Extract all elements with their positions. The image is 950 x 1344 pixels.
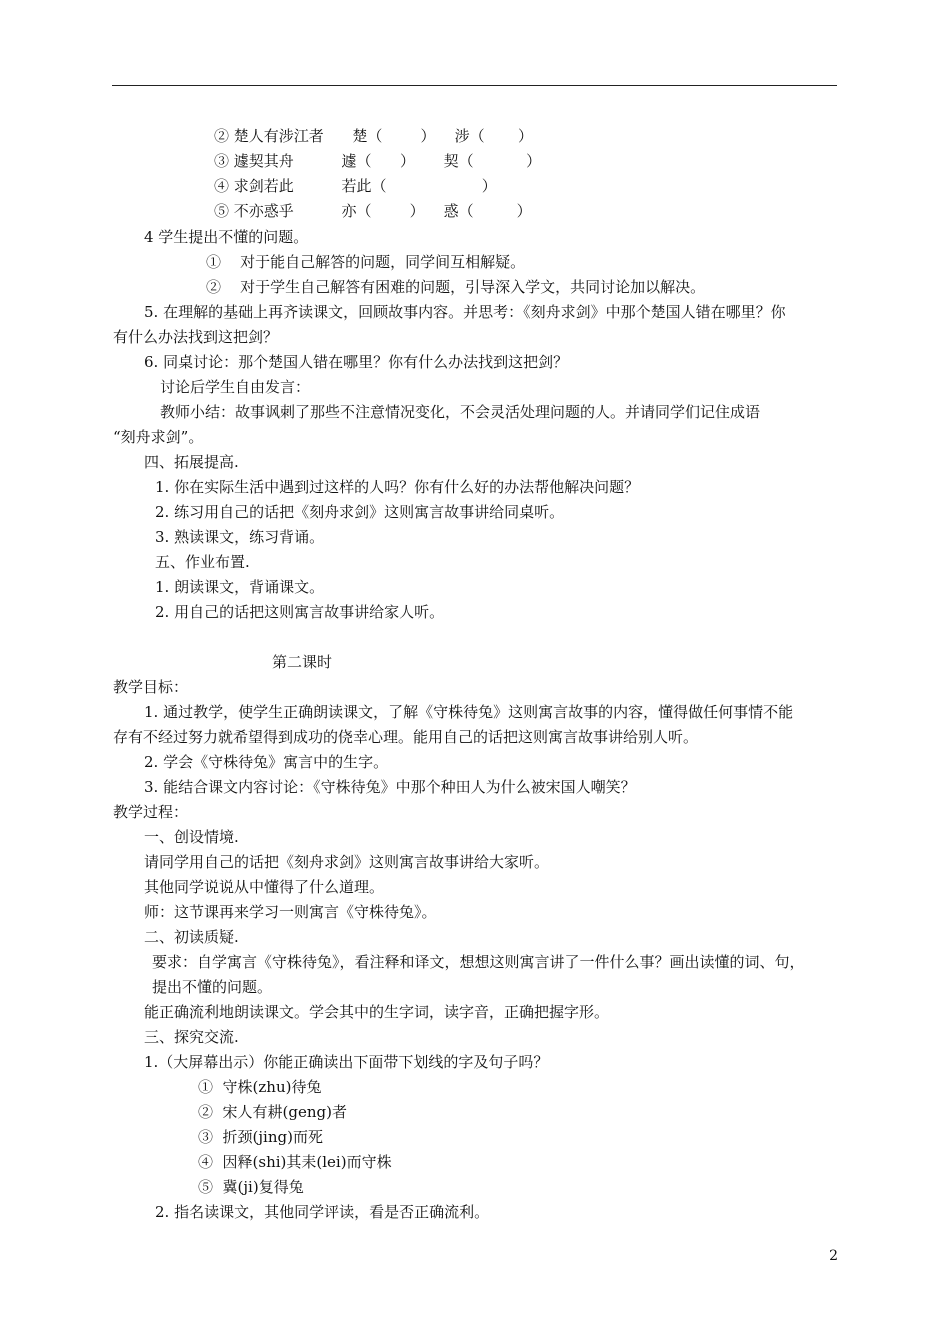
text-line: ② 楚人有涉江者 楚（ ） 涉（ ）: [214, 127, 533, 145]
text-line: 教师小结：故事讽刺了那些不注意情况变化，不会灵活处理问题的人。并请同学们记住成语: [160, 403, 761, 421]
text-line: ① 守株(zhu)待兔: [198, 1078, 322, 1096]
text-line: ② 对于学生自己解答有困难的问题，引导深入学文，共同讨论加以解决。: [206, 278, 706, 296]
text-line: 1. 朗读课文，背诵课文。: [155, 578, 325, 596]
text-line: 4 学生提出不懂的问题。: [144, 228, 309, 246]
text-line: 3. 熟读课文，练习背诵。: [155, 528, 325, 546]
text-line: 能正确流利地朗读课文。学会其中的生字词，读字音，正确把握字形。: [144, 1003, 610, 1021]
text-line: 教学目标：: [113, 678, 189, 696]
text-line: 一、创设情境.: [144, 828, 239, 846]
text-line: 要求：自学寓言《守株待兔》，看注释和译文，想想这则寓言讲了一件什么事？画出读懂的词、句，: [152, 953, 805, 971]
text-line: “刻舟求剑”。: [113, 428, 204, 446]
text-line: 师：这节课再来学习一则寓言《守株待兔》。: [144, 903, 437, 921]
text-line: 二、初读质疑.: [144, 928, 239, 946]
text-line: 2. 学会《守株待兔》寓言中的生字。: [144, 753, 389, 771]
text-line: 讨论后学生自由发言：: [160, 378, 311, 396]
text-line: 1.（大屏幕出示）你能正确读出下面带下划线的字及句子吗？: [144, 1053, 549, 1071]
text-line: ④ 因释(shi)其耒(lei)而守株: [198, 1153, 392, 1171]
text-line: 2. 指名读课文，其他同学评读，看是否正确流利。: [155, 1203, 490, 1221]
text-line: 2. 练习用自己的话把《刻舟求剑》这则寓言故事讲给同桌听。: [155, 503, 565, 521]
text-line: 五、作业布置.: [155, 553, 250, 571]
text-line: 教学过程：: [113, 803, 189, 821]
text-line: 有什么办法找到这把剑？: [113, 328, 279, 346]
text-line: ② 宋人有耕(geng)者: [198, 1103, 347, 1121]
header-rule: [112, 85, 837, 86]
text-line: ④ 求剑若此 若此（ ）: [214, 177, 497, 195]
text-line: 1. 你在实际生活中遇到过这样的人吗？你有什么好的办法帮他解决问题？: [155, 478, 640, 496]
page-number: 2: [829, 1248, 838, 1264]
text-line: ⑤ 不亦惑乎 亦（ ） 惑（ ）: [214, 202, 532, 220]
text-line: 四、拓展提高.: [144, 453, 239, 471]
text-line: 6. 同桌讨论：那个楚国人错在哪里？你有什么办法找到这把剑？: [144, 353, 569, 371]
text-line: 其他同学说说从中懂得了什么道理。: [144, 878, 385, 896]
text-line: ① 对于能自己解答的问题，同学间互相解疑。: [206, 253, 526, 271]
text-line: 请同学用自己的话把《刻舟求剑》这则寓言故事讲给大家听。: [144, 853, 550, 871]
text-line: 三、探究交流.: [144, 1028, 239, 1046]
text-line: ③ 折颈(jing)而死: [198, 1128, 323, 1146]
text-line: 1. 通过教学，使学生正确朗读课文，了解《守株待兔》这则寓言故事的内容，懂得做任何事情不能: [144, 703, 794, 721]
text-line: ③ 遽契其舟 遽（ ） 契（ ）: [214, 152, 542, 170]
text-line: 提出不懂的问题。: [152, 978, 273, 996]
text-line: ⑤ 冀(ji)复得兔: [198, 1178, 304, 1196]
text-line: 2. 用自己的话把这则寓言故事讲给家人听。: [155, 603, 445, 621]
text-line: 存有不经过努力就希望得到成功的侥幸心理。能用自己的话把这则寓言故事讲给别人听。: [113, 728, 699, 746]
text-line: 第二课时: [272, 653, 333, 671]
text-line: 3. 能结合课文内容讨论：《守株待兔》中那个种田人为什么被宋国人嘲笑？: [144, 778, 636, 796]
text-line: 5. 在理解的基础上再齐读课文，回顾故事内容。并思考：《刻舟求剑》中那个楚国人错在哪里？你: [144, 303, 786, 321]
